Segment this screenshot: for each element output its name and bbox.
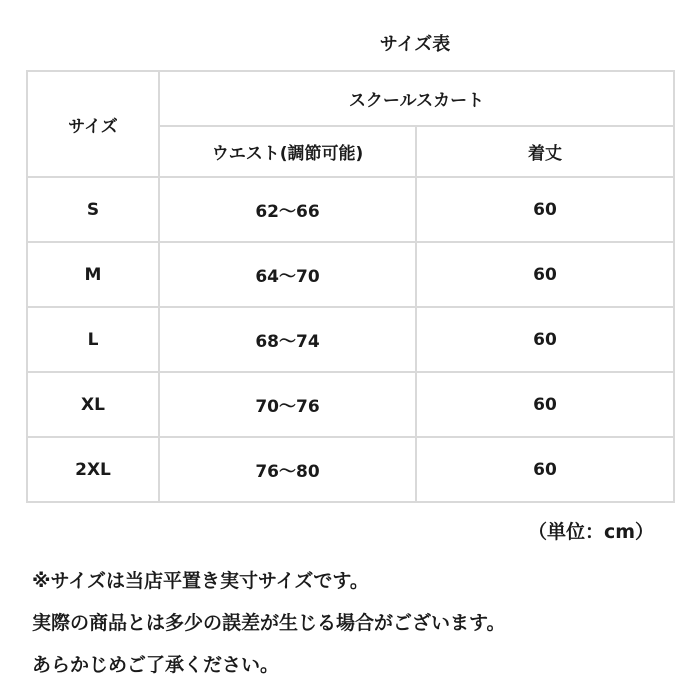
- note-line: あらかじめご了承ください。: [32, 654, 280, 676]
- product-group-header: スクールスカート: [159, 71, 674, 126]
- size-cell: 2XL: [27, 437, 159, 502]
- page-title: サイズ表: [379, 34, 451, 55]
- table-row: [27, 177, 674, 242]
- length-cell: 60: [416, 437, 674, 502]
- notes: [32, 560, 692, 686]
- size-cell: M: [27, 242, 159, 307]
- length-cell: 60: [416, 177, 674, 242]
- unit-label: （単位：cm）: [527, 521, 654, 543]
- waist-cell: 64〜70: [159, 242, 416, 307]
- table-row: [27, 437, 674, 502]
- size-cell: XL: [27, 372, 159, 437]
- length-cell: 60: [416, 372, 674, 437]
- length-cell: 60: [416, 242, 674, 307]
- waist-cell: 70〜76: [159, 372, 416, 437]
- waist-cell: 62〜66: [159, 177, 416, 242]
- size-cell: L: [27, 307, 159, 372]
- waist-column-header: ウエスト(調節可能): [159, 126, 416, 177]
- size-table: [26, 70, 675, 503]
- waist-cell: 76〜80: [159, 437, 416, 502]
- table-row: [27, 307, 674, 372]
- table-row: [27, 372, 674, 437]
- waist-cell: 68〜74: [159, 307, 416, 372]
- table-row: [27, 242, 674, 307]
- note-line: 実際の商品とは多少の誤差が生じる場合がございます。: [32, 612, 506, 634]
- length-column-header: 着丈: [416, 126, 674, 177]
- table-header-row: [27, 71, 674, 126]
- size-column-header: サイズ: [27, 71, 159, 177]
- length-cell: 60: [416, 307, 674, 372]
- note-line: ※サイズは当店平置き実寸サイズです。: [32, 570, 369, 592]
- size-cell: S: [27, 177, 159, 242]
